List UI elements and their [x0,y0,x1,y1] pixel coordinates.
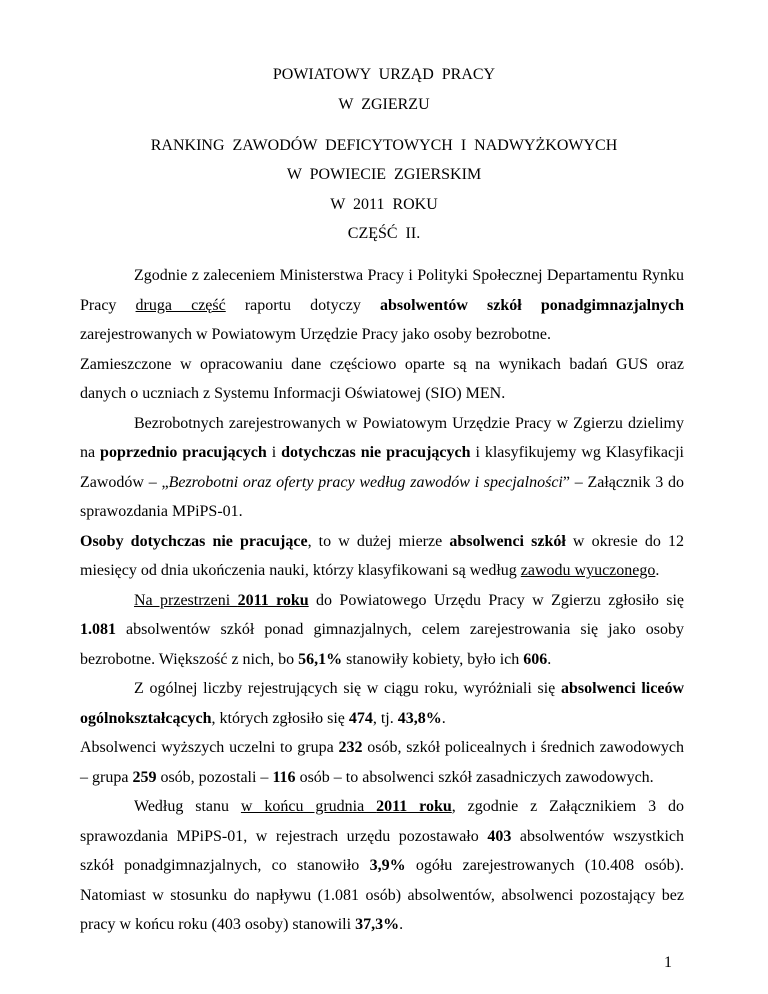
office-name: POWIATOWY URZĄD PRACY [272,66,496,83]
office-city: W ZGIERZU [338,96,430,113]
paragraph-4: Osoby dotychczas nie pracujące, to w dużej mierze absolwenci szkół w okresie do 12 miesięcy od dnia ukończenia nauki, którzy klasyfikowani są według zawodu wyuczonego. [80,532,685,579]
paragraph-3: Bezrobotnych zarejestrowanych w Powiatowym Urzędzie Pracy w Zgierzu dzielimy na poprzednio pracujących i dotychczas nie pracujących i klasyfikujemy wg Klasyfikacji Zawodów – „Bezrobotni oraz oferty pracy według zawodów i specjalności” – Załącznik 3 do sprawozdania MPiPS-01. [80,414,685,520]
paragraph-1: Zgodnie z zaleceniem Ministerstwa Pracy i Polityki Społecznej Departamentu Rynku Pracy druga część raportu dotyczy absolwentów szkół ponadgimnazjalnych zarejestrowanych w Powiatowym Urzędzie Pracy jako osoby bezrobotne. [80,267,684,343]
paragraph-2: Zamieszczone w opracowaniu dane częściowo oparte są na wynikach badań GUS oraz danych o uczniach z Systemu Informacji Oświatowej (SIO) MEN. [80,355,684,402]
document-part: CZĘŚĆ II. [347,225,421,242]
paragraph-6: Z ogólnej liczby rejestrujących się w ciągu roku, wyróżniali się absolwenci liceów ogólnokształcących, których zgłosiło się 474, tj. 43,8%. [80,680,684,727]
document-title-region: W POWIECIE ZGIERSKIM [286,166,482,183]
body-text [80,261,684,940]
paragraph-5: Na przestrzeni 2011 roku do Powiatowego Urzędu Pracy w Zgierzu zgłosiło się 1.081 absolwentów szkół ponad gimnazjalnych, celem zarejestrowania się jako osoby bezrobotne. Większość z nich, bo 56,1% stanowiły kobiety, było ich 606. [80,591,685,668]
page-number: 1 [664,954,672,971]
paragraph-7: Absolwenci wyższych uczelni to grupa 232 osób, szkół policealnych i średnich zawodowych – grupa 259 osób, pozostali – 116 osób – to absolwenci szkół zasadniczych zawodowych. [80,739,684,786]
document-title: RANKING ZAWODÓW DEFICYTOWYCH I NADWYŻKOWYCH [150,137,618,154]
document-title-year: W 2011 ROKU [330,196,438,213]
paragraph-8: Według stanu w końcu grudnia 2011 roku, zgodnie z Załącznikiem 3 do sprawozdania MPiPS-01, w rejestrach urzędu pozostawało 403 absolwentów wszystkich szkół ponadgimnazjalnych, co stanowiło 3,9% ogółu zarejestrowanych (10.408 osób). Natomiast w stosunku do napływu (1.081 osób) absolwentów, absolwenci pozostający bez pracy w końcu roku (403 osoby) stanowili 37,3%. [80,798,685,933]
